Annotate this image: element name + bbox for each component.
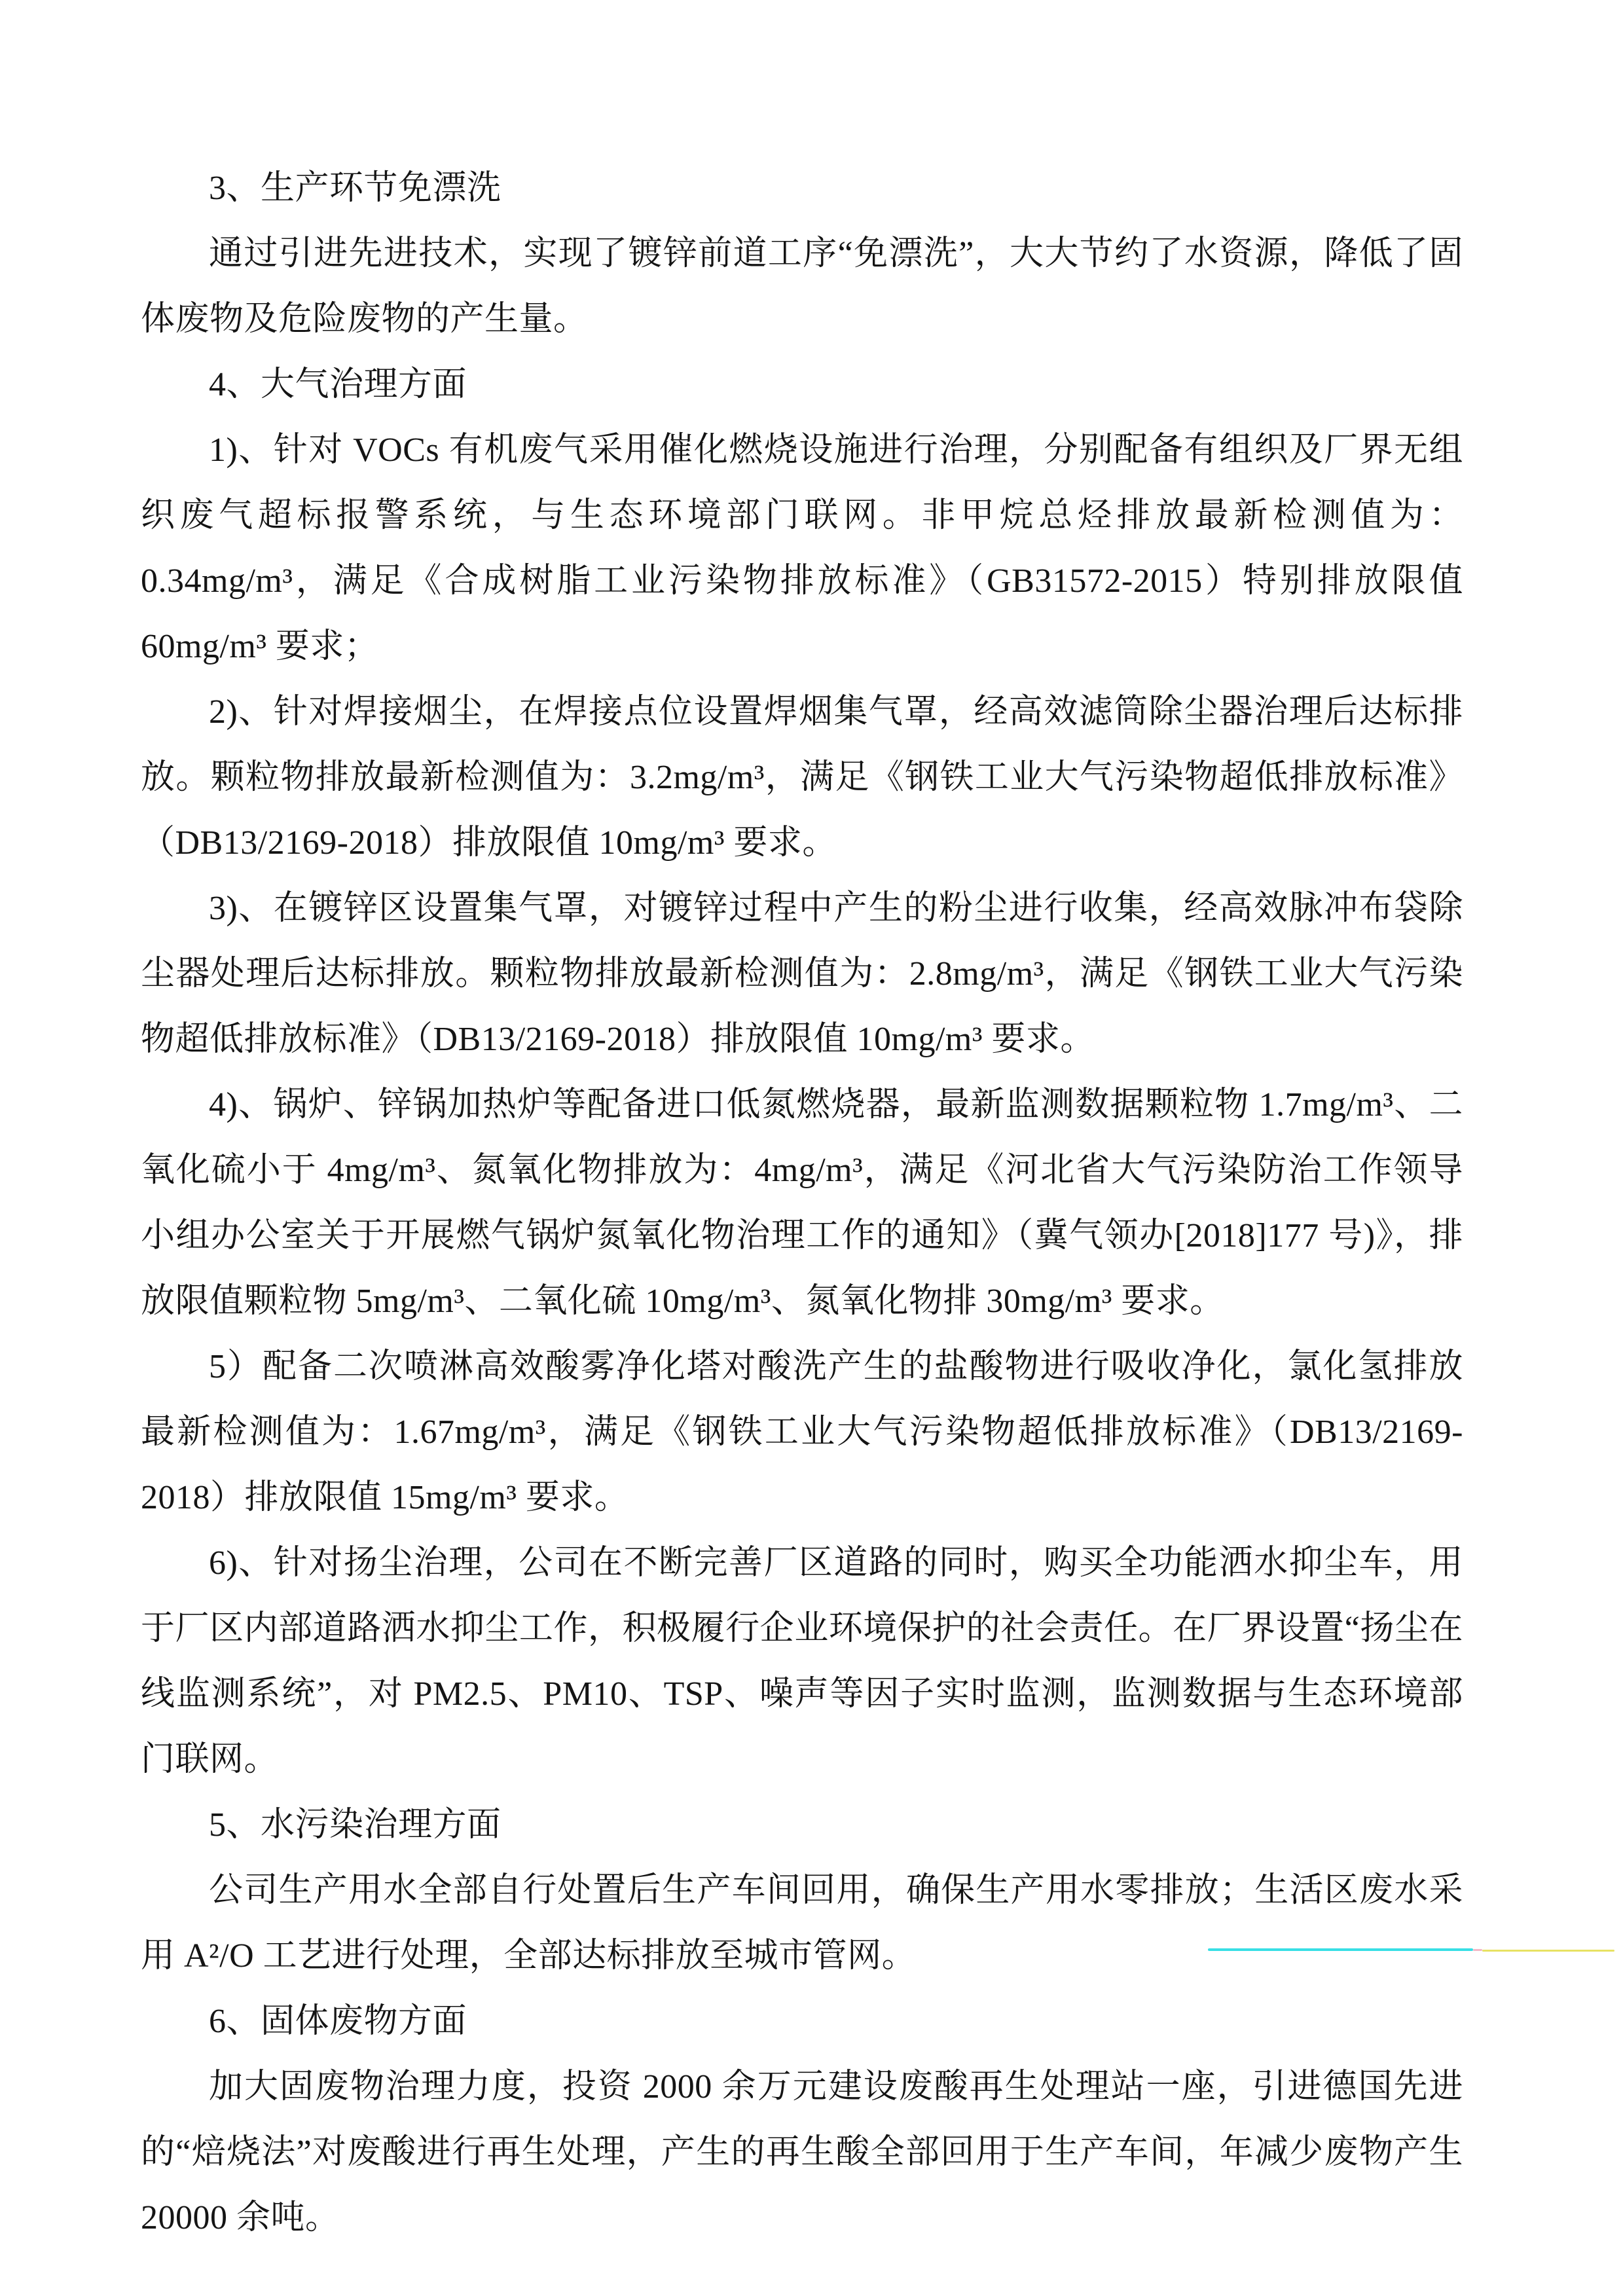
paragraph-boiler-burners: 4)、锅炉、锌锅加热炉等配备进口低氮燃烧器，最新监测数据颗粒物 1.7mg/m³、二氧化硫小于 4mg/m³、氮氧化物排放为：4mg/m³，满足《河北省大气污染防治工作领导小组办公室关于开展燃气锅炉氮氧化物治理工作的通知》（冀气领办[2018]177 号)》，排放限值颗粒物 5mg/m³、二氧化硫 10mg/m³、氮氧化物排 30mg/m³ 要求。 bbox=[141, 1086, 1463, 1320]
paragraph-water-reuse: 公司生产用水全部自行处置后生产车间回用，确保生产用水零排放；生活区废水采用 A²/O 工艺进行处理，全部达标排放至城市管网。 bbox=[141, 1872, 1463, 1975]
paragraph-galvanizing-dust: 3)、在镀锌区设置集气罩，对镀锌过程中产生的粉尘进行收集，经高效脉冲布袋除尘器处理后达标排放。颗粒物排放最新检测值为：2.8mg/m³，满足《钢铁工业大气污染物超低排放标准》（DB13/2169-2018）排放限值 10mg/m³ 要求。 bbox=[141, 890, 1463, 1058]
section-heading-air-treatment: 4、大气治理方面 bbox=[209, 366, 467, 403]
paragraph-dust-control: 6)、针对扬尘治理，公司在不断完善厂区道路的同时，购买全功能洒水抑尘车，用于厂区内部道路洒水抑尘工作，积极履行企业环境保护的社会责任。在厂界设置“扬尘在线监测系统”，对 PM2.5、PM10、TSP、噪声等因子实时监测，监测数据与生态环境部门联网。 bbox=[141, 1544, 1463, 1778]
section-heading-rinse-free: 3、生产环节免漂洗 bbox=[209, 170, 501, 207]
scan-artifact-pink-dot bbox=[1473, 1949, 1482, 1951]
document-body bbox=[141, 156, 1463, 2251]
section-heading-solid-waste: 6、固体废物方面 bbox=[209, 2003, 467, 2040]
scan-artifact-yellow-line bbox=[1482, 1950, 1614, 1952]
paragraph-acid-mist-tower: 5）配备二次喷淋高效酸雾净化塔对酸洗产生的盐酸物进行吸收净化，氯化氢排放最新检测值为：1.67mg/m³，满足《钢铁工业大气污染物超低排放标准》（DB13/2169-2018）排放限值 15mg/m³ 要求。 bbox=[141, 1348, 1463, 1516]
scan-artifact-cyan-line bbox=[1208, 1948, 1473, 1951]
paragraph-vocs-treatment: 1)、针对 VOCs 有机废气采用催化燃烧设施进行治理，分别配备有组织及厂界无组织废气超标报警系统，与生态环境部门联网。非甲烷总烃排放最新检测值为：0.34mg/m³，满足《合成树脂工业污染物排放标准》（GB31572-2015）特别排放限值 60mg/m³ 要求； bbox=[141, 431, 1463, 665]
paragraph-rinse-free-detail: 通过引进先进技术，实现了镀锌前道工序“免漂洗”，大大节约了水资源，降低了固体废物及危险废物的产生量。 bbox=[141, 235, 1463, 338]
paragraph-acid-regeneration: 加大固废物治理力度，投资 2000 余万元建设废酸再生处理站一座，引进德国先进的“焙烧法”对废酸进行再生处理，产生的再生酸全部回用于生产车间，年减少废物产生 20000 余吨。 bbox=[141, 2068, 1463, 2236]
paragraph-welding-fume: 2)、针对焊接烟尘，在焊接点位设置焊烟集气罩，经高效滤筒除尘器治理后达标排放。颗粒物排放最新检测值为：3.2mg/m³，满足《钢铁工业大气污染物超低排放标准》（DB13/2169-2018）排放限值 10mg/m³ 要求。 bbox=[141, 693, 1463, 862]
section-heading-water-pollution: 5、水污染治理方面 bbox=[209, 1806, 501, 1844]
